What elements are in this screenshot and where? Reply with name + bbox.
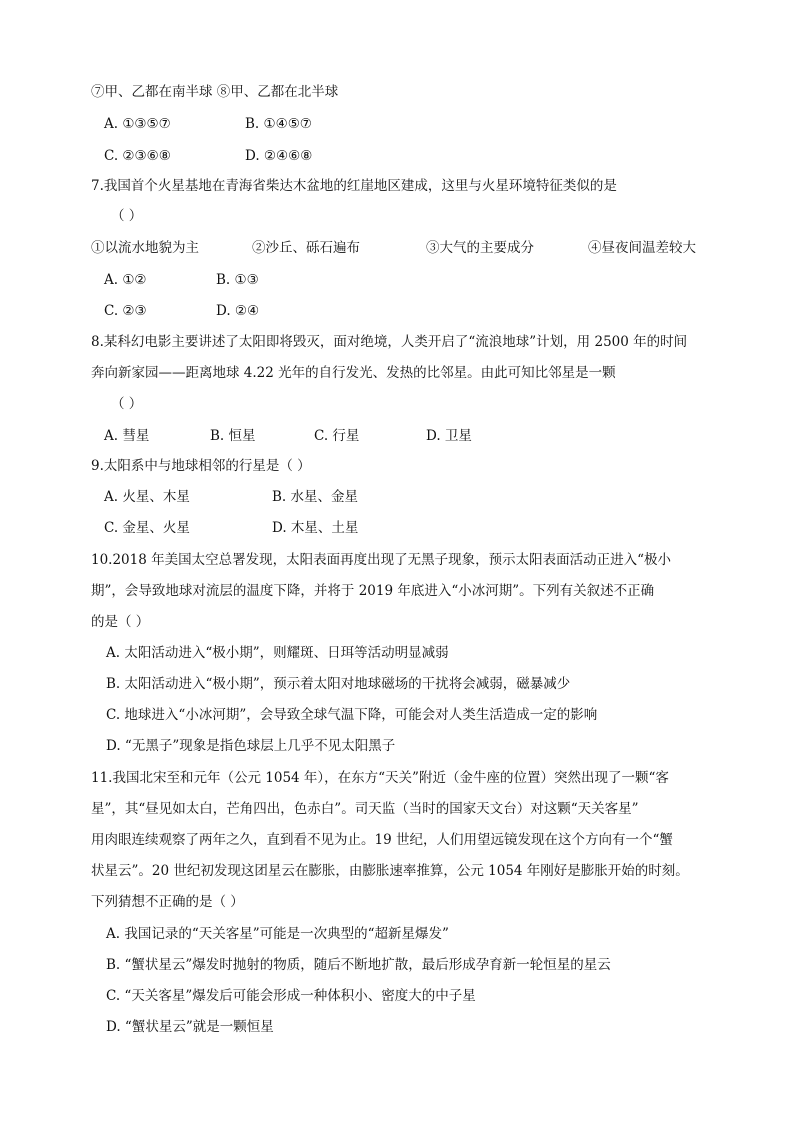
- q8-option-d: D. 卫星: [426, 428, 472, 444]
- q7-option-b: B. ①③: [216, 272, 259, 288]
- q10-option-a: A. 太阳活动进入“极小期”，则耀斑、日珥等活动明显减弱: [106, 645, 449, 661]
- q7-option-d: D. ②④: [216, 303, 260, 319]
- q11-option-c: C. “天关客星”爆发后可能会形成一种体积小、密度大的中子星: [106, 988, 476, 1004]
- q7-item-4: ④昼夜间温差较大: [588, 240, 696, 256]
- q9-option-b: B. 水星、金星: [272, 489, 359, 505]
- q7-item-3: ③大气的主要成分: [426, 240, 534, 256]
- q8-answer-paren: （ ）: [111, 396, 143, 412]
- q9-option-a: A. 火星、木星: [104, 489, 190, 505]
- q8-stem-line-1: 8.某科幻电影主要讲述了太阳即将毁灭，面对绝境，人类开启了“流浪地球”计划，用 2500 年的时间: [91, 334, 688, 350]
- q10-stem-line-1: 10.2018 年美国太空总署发现，太阳表面再度出现了无黑子现象，预示太阳表面活动正进入“极小: [91, 552, 672, 568]
- q11-stem-line-2: 星”，其“昼见如太白，芒角四出，色赤白”。司天监（当时的国家天文台）对这颗“天关客星”: [91, 801, 639, 817]
- q11-option-a: A. 我国记录的“天关客星”可能是一次典型的“超新星爆发”: [106, 926, 449, 942]
- q11-option-d: D. “蟹状星云”就是一颗恒星: [106, 1019, 274, 1035]
- q8-option-c: C. 行星: [314, 428, 360, 444]
- q9-option-d: D. 木星、土星: [272, 520, 359, 536]
- q10-option-d: D. “无黑子”现象是指色球层上几乎不见太阳黑子: [106, 738, 396, 754]
- q9-option-c: C. 金星、火星: [104, 520, 190, 536]
- q8-option-b: B. 恒星: [210, 428, 256, 444]
- q6-tail-text: ⑦甲、乙都在南半球 ⑧甲、乙都在北半球: [91, 84, 339, 100]
- q11-stem-line-5: 下列猜想不正确的是（ ）: [91, 894, 244, 910]
- q10-option-c: C. 地球进入“小冰河期”，会导致全球气温下降，可能会对人类生活造成一定的影响: [106, 707, 598, 723]
- q10-stem-line-2: 期”，会导致地球对流层的温度下降，并将于 2019 年底进入“小冰河期”。下列有关叙述不正确: [91, 583, 655, 599]
- q7-answer-paren: （ ）: [111, 208, 143, 224]
- q8-option-a: A. 彗星: [104, 428, 150, 444]
- q9-stem: 9.太阳系中与地球相邻的行星是（ ）: [91, 458, 311, 474]
- q7-option-c: C. ②③: [104, 303, 147, 319]
- q11-stem-line-3: 用肉眼连续观察了两年之久，直到看不见为止。19 世纪，人们用望远镜发现在这个方向有一个“蟹: [91, 832, 673, 848]
- q11-stem-line-1: 11.我国北宋至和元年（公元 1054 年），在东方“天关”附近（金牛座的位置）突然出现了一颗“客: [91, 770, 669, 786]
- q6-option-a: A. ①③⑤⑦: [104, 116, 171, 132]
- q7-stem: 7.我国首个火星基地在青海省柴达木盆地的红崖地区建成，这里与火星环境特征类似的是: [91, 178, 617, 194]
- q11-option-b: B. “蟹状星云”爆发时抛射的物质，随后不断地扩散，最后形成孕育新一轮恒星的星云: [106, 957, 611, 973]
- q8-stem-line-2: 奔向新家园——距离地球 4.22 光年的自行发光、发热的比邻星。由此可知比邻星是一颗: [91, 365, 616, 381]
- q10-stem-line-3: 的是（ ）: [91, 614, 150, 630]
- q7-item-2: ②沙丘、砾石遍布: [252, 240, 360, 256]
- q6-option-c: C. ②③⑥⑧: [104, 148, 171, 164]
- q6-option-b: B. ①④⑤⑦: [245, 116, 312, 132]
- q7-option-a: A. ①②: [104, 272, 147, 288]
- q6-option-d: D. ②④⑥⑧: [245, 148, 313, 164]
- q7-item-1: ①以流水地貌为主: [91, 240, 199, 256]
- q10-option-b: B. 太阳活动进入“极小期”，预示着太阳对地球磁场的干扰将会减弱，磁暴减少: [106, 676, 571, 692]
- q11-stem-line-4: 状星云”。20 世纪初发现这团星云在膨胀，由膨胀速率推算，公元 1054 年刚好是膨胀开始的时刻。: [91, 863, 689, 879]
